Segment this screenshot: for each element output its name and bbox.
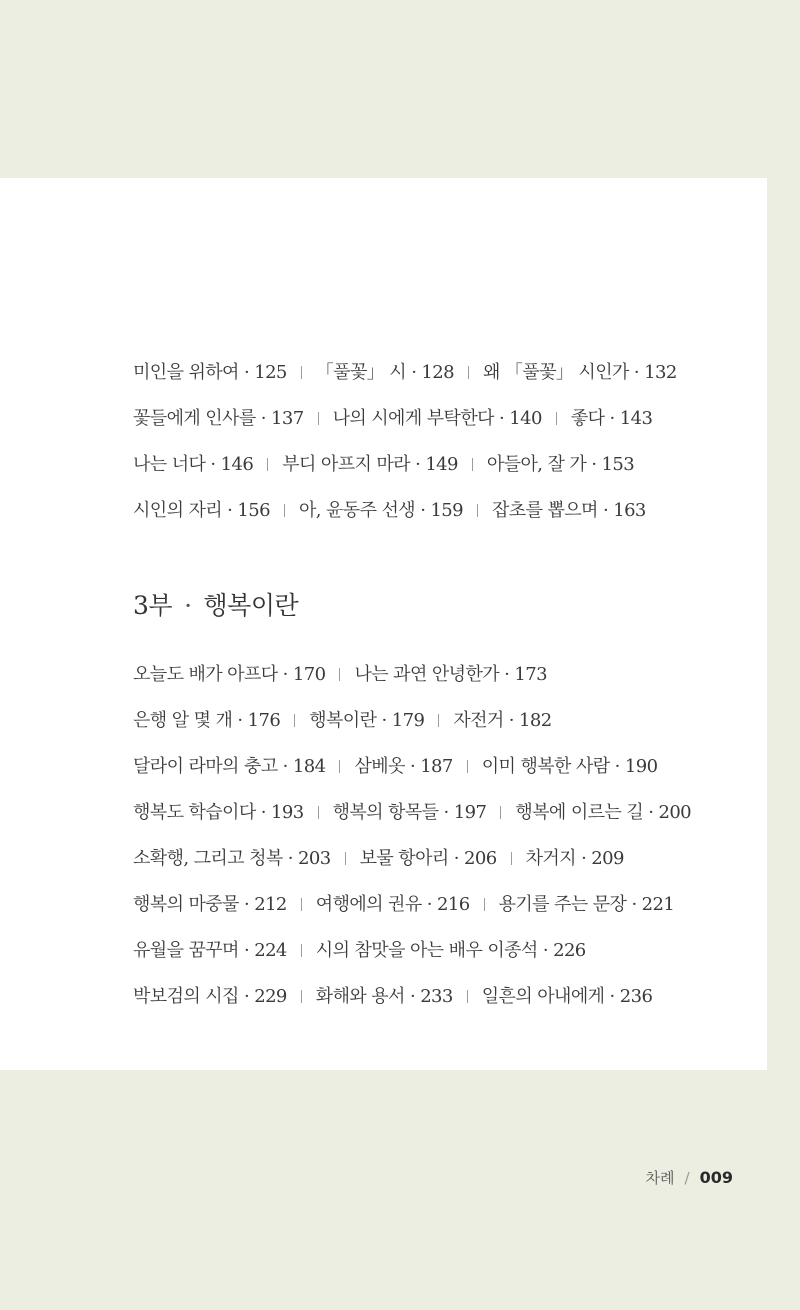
toc-entry[interactable]: 부디 아프지 마라 · 149 [282, 454, 458, 475]
toc-entry[interactable]: 왜 「풀꽃」 시인가 · 132 [483, 362, 677, 383]
toc-entry[interactable]: 삼베옷 · 187 [354, 756, 453, 777]
separator [484, 898, 485, 911]
toc-entry[interactable]: 차거지 · 209 [525, 848, 624, 869]
toc-line [133, 353, 677, 399]
page-number: 009 [699, 1168, 733, 1187]
separator [267, 458, 268, 471]
toc-entry[interactable]: 아들아, 잘 가 · 153 [486, 454, 635, 475]
toc-entry[interactable]: 은행 알 몇 개 · 176 [133, 710, 281, 731]
separator [301, 990, 302, 1003]
separator [301, 898, 302, 911]
toc-entry[interactable]: 잡초를 뽑으며 · 163 [492, 500, 646, 521]
separator [477, 504, 478, 517]
separator [284, 504, 285, 517]
toc-entry[interactable]: 아, 윤동주 선생 · 159 [298, 500, 463, 521]
toc-entry[interactable]: 화해와 용서 · 233 [315, 986, 453, 1007]
toc-line [133, 399, 677, 445]
separator [294, 714, 295, 727]
separator [339, 668, 340, 681]
toc-entry[interactable]: 좋다 · 143 [570, 408, 653, 429]
heading-dot: · [184, 591, 192, 620]
toc-entry[interactable]: 오늘도 배가 아프다 · 170 [133, 664, 326, 685]
toc-entry[interactable]: 행복의 마중물 · 212 [133, 894, 287, 915]
toc-entry[interactable]: 나는 과연 안녕한가 · 173 [354, 664, 547, 685]
toc-entry[interactable]: 시의 참맛을 아는 배우 이종석 · 226 [315, 940, 586, 961]
toc-line [133, 655, 691, 701]
separator [345, 852, 346, 865]
toc-line [133, 931, 691, 977]
separator [500, 806, 501, 819]
toc-line [133, 491, 677, 537]
toc-line [133, 977, 691, 1023]
separator [511, 852, 512, 865]
toc-entry[interactable]: 나는 너다 · 146 [133, 454, 254, 475]
toc-line [133, 445, 677, 491]
toc-entry[interactable]: 행복에 이르는 길 · 200 [515, 802, 692, 823]
separator [556, 412, 557, 425]
toc-entry[interactable]: 행복도 학습이다 · 193 [133, 802, 304, 823]
toc-entry[interactable]: 유월을 꿈꾸며 · 224 [133, 940, 287, 961]
toc-entry[interactable]: 용기를 주는 문장 · 221 [498, 894, 675, 915]
toc-entry[interactable]: 달라이 라마의 충고 · 184 [133, 756, 326, 777]
toc-line [133, 747, 691, 793]
toc-entry[interactable]: 「풀꽃」 시 · 128 [315, 362, 454, 383]
toc-entry[interactable]: 행복이란 · 179 [309, 710, 425, 731]
separator [467, 760, 468, 773]
toc-part3-list [133, 655, 691, 1023]
toc-entry[interactable]: 자전거 · 182 [453, 710, 552, 731]
separator [339, 760, 340, 773]
toc-entry[interactable]: 시인의 자리 · 156 [133, 500, 270, 521]
separator [318, 412, 319, 425]
toc-entry[interactable]: 여행에의 권유 · 216 [315, 894, 470, 915]
toc-part2-list [133, 353, 677, 537]
footer-slash: / [684, 1169, 690, 1187]
toc-entry[interactable]: 이미 행복한 사람 · 190 [481, 756, 658, 777]
toc-line [133, 885, 691, 931]
part-title: 행복이란 [203, 591, 299, 620]
toc-line [133, 839, 691, 885]
part-number: 3부 [133, 591, 173, 620]
toc-line [133, 701, 691, 747]
toc-entry[interactable]: 일흔의 아내에게 · 236 [481, 986, 653, 1007]
toc-entry[interactable]: 보물 항아리 · 206 [359, 848, 497, 869]
footer-label: 차례 [645, 1169, 675, 1187]
separator [301, 366, 302, 379]
toc-entry[interactable]: 소확행, 그리고 청복 · 203 [133, 848, 331, 869]
page-footer [646, 1167, 733, 1188]
separator [301, 944, 302, 957]
toc-entry[interactable]: 미인을 위하여 · 125 [133, 362, 287, 383]
separator [468, 366, 469, 379]
separator [438, 714, 439, 727]
toc-entry[interactable]: 박보검의 시집 · 229 [133, 986, 287, 1007]
separator [318, 806, 319, 819]
toc-entry[interactable]: 나의 시에게 부탁한다 · 140 [332, 408, 542, 429]
toc-line [133, 793, 691, 839]
separator [467, 990, 468, 1003]
toc-entry[interactable]: 행복의 항목들 · 197 [332, 802, 487, 823]
separator [472, 458, 473, 471]
toc-entry[interactable]: 꽃들에게 인사를 · 137 [133, 408, 304, 429]
section-heading-part3 [133, 586, 298, 622]
